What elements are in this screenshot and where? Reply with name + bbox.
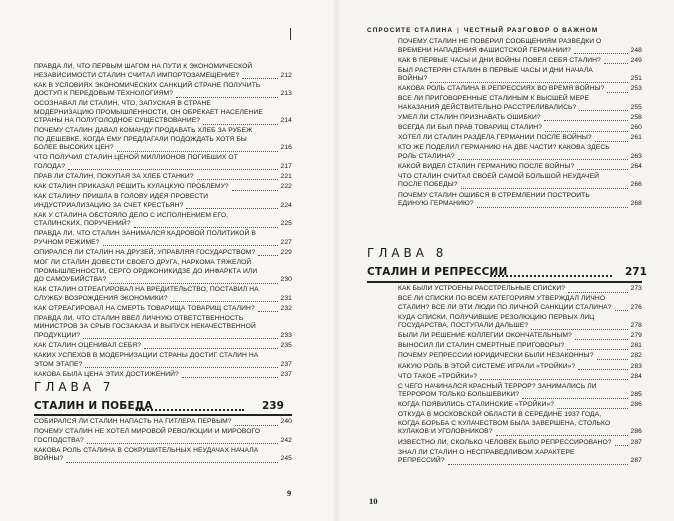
toc-entry-text: КАК В УСЛОВИЯХ ЭКОНОМИЧЕСКИХ САНКЦИЙ СТРАНЕ ПОЛУЧИТЬ ДОСТУП К ПЕРЕДОВЫМ ТЕХНОЛОГИЯМ? bbox=[34, 81, 261, 98]
toc-entry[interactable] bbox=[34, 173, 292, 182]
toc-entry-text: ХОТЕЛ ЛИ СТАЛИН РАЗДЕЛА ГЕРМАНИИ ПОСЛЕ ВОЙНЫ? bbox=[398, 134, 592, 142]
toc-entry-page: 276 bbox=[630, 303, 642, 311]
toc-entry[interactable] bbox=[398, 363, 642, 372]
toc-entry[interactable] bbox=[34, 259, 292, 285]
toc-entry-page: 260 bbox=[630, 124, 642, 132]
toc-entry[interactable] bbox=[398, 134, 642, 143]
toc-entry-page: 245 bbox=[280, 455, 292, 463]
running-head bbox=[367, 27, 598, 34]
toc-entry-text: ВСЕ ЛИ ПРИГОВОРЕННЫЕ СТАЛИНЫМ К ВЫСШЕЙ МЕРЕ НАКАЗАНИЯ ДЕЙСТВИТЕЛЬНО РАССТРЕЛИВАЛИСЬ? bbox=[398, 95, 590, 111]
toc-entry-page: 232 bbox=[280, 304, 292, 312]
chapter-8-page: 271 bbox=[625, 266, 647, 278]
toc-entry-page: 285 bbox=[630, 391, 642, 399]
toc-entry[interactable] bbox=[34, 154, 292, 171]
toc-entry-page: 217 bbox=[280, 162, 292, 170]
toc-entry-page: 240 bbox=[280, 418, 292, 425]
dot-leader bbox=[477, 206, 628, 208]
toc-entry-page: 229 bbox=[280, 248, 292, 256]
toc-entry-page: 263 bbox=[630, 152, 642, 160]
toc-entry[interactable] bbox=[398, 332, 642, 341]
toc-entry-text: ПРАВДА ЛИ, ЧТО СТАЛИН ВВЕЛ ЛИЧНУЮ ОТВЕТСТВЕННОСТЬ МИНИСТРОВ ЗА СРЫВ ГОСЗАКАЗА И ВЫПУСК НЕКАЧЕСТВЕННОЙ ПРОДУКЦИИ? bbox=[34, 314, 256, 339]
dot-leader bbox=[203, 123, 277, 125]
toc-entry[interactable] bbox=[398, 314, 642, 331]
toc-entry-page: 261 bbox=[630, 134, 642, 142]
toc-entry-text: МОГ ЛИ СТАЛИН ДОВЕСТИ СВОЕГО ДРУГА, НАРКОМА ТЯЖЕЛОЙ ПРОМЫШЛЕННОСТИ, СЕРГО ОРДЖОНИКИДЗЕ ДО ИНФАРКТА ИЛИ ДО САМОУБИЙСТВА? bbox=[34, 259, 258, 284]
toc-entry-page: 284 bbox=[630, 372, 642, 380]
toc-entry-text: КАК СТАЛИН ПРИКАЗАЛ РЕШИТЬ КУЛАЦКУЮ ПРОБЛЕМУ? bbox=[34, 183, 229, 191]
toc-entry-text: БЫЛ РАСТЕРЯН СТАЛИН В ПЕРВЫЕ ЧАСЫ И ДНИ НАЧАЛА ВОЙНЫ? bbox=[398, 66, 593, 83]
toc-entry-text: ПОЧЕМУ СТАЛИН ОШИБСЯ В СТРЕМЛЕНИИ ПОСТРОИТЬ ЕДИНУЮ ГЕРМАНИЮ? bbox=[398, 191, 590, 208]
dot-leader bbox=[232, 189, 278, 191]
toc-entry-text: С ЧЕГО НАЧИНАЛСЯ КРАСНЫЙ ТЕРРОР? ЗАНИМАЛИСЬ ЛИ ТЕРРОРОМ ТОЛЬКО БОЛЬШЕВИКИ? bbox=[398, 382, 597, 399]
toc-entry-text: ВСЕ ЛИ СПИСКИ ПО ВСЕМ КАТЕГОРИЯМ УТВЕРЖДАЛ ЛИЧНО СТАЛИН? ВСЕ ЛИ ЭТИ ЛЮДИ ПО ЛИЧНОЙ САНКЦИИ СТАЛИНА? bbox=[398, 295, 612, 311]
toc-entry[interactable] bbox=[34, 447, 292, 464]
book-gutter bbox=[333, 0, 341, 521]
dot-leader bbox=[66, 461, 277, 463]
dot-leader bbox=[144, 347, 277, 349]
toc-entry-page: 216 bbox=[280, 144, 292, 152]
toc-entry[interactable] bbox=[398, 342, 642, 351]
toc-entry-page: 237 bbox=[280, 360, 292, 368]
dot-leader bbox=[182, 376, 278, 378]
toc-entry[interactable] bbox=[34, 428, 292, 445]
toc-entry-text: ОТКУДА В МОСКОВСКОЙ ОБЛАСТИ В СЕРЕДИНЕ 1937 ГОДА, КОГДА БОРЬБА С КУЛАЧЕСТВОМ БЫЛА ЗАВЕРШЕНА, СТОЛЬКО КУЛАКОВ И УГОЛОВНИКОВ? bbox=[398, 411, 611, 436]
page-number-left: 9 bbox=[287, 488, 292, 498]
chapter-7-title[interactable]: СТАЛИН И ПОБЕДА bbox=[34, 400, 153, 412]
toc-entry-page: 230 bbox=[280, 276, 292, 284]
toc-entry[interactable] bbox=[34, 305, 292, 314]
dot-leader bbox=[458, 158, 628, 160]
dot-leader bbox=[557, 407, 627, 409]
toc-entry-page: 281 bbox=[630, 342, 642, 350]
running-head-title: СПРОСИТЕ СТАЛИНА bbox=[367, 27, 454, 34]
dot-leader bbox=[87, 442, 278, 444]
toc-entry-page: 273 bbox=[630, 285, 642, 292]
toc-entry-page: 233 bbox=[280, 331, 292, 339]
dot-leader bbox=[186, 207, 277, 209]
dot-leader bbox=[197, 178, 278, 180]
dot-leader bbox=[176, 96, 278, 98]
chapter-7-page: 239 bbox=[262, 400, 284, 412]
dot-leader bbox=[579, 109, 627, 111]
toc-entry-text: ПОЧЕМУ СТАЛИН НЕ ПОВЕРИЛ СООБЩЕНИЯМ РАЗВЕДКИ О ВРЕМЕНИ НАПАДЕНИЯ ФАШИСТСКОЙ ГЕРМАНИИ? bbox=[398, 38, 602, 54]
toc-entry-page: 248 bbox=[630, 46, 642, 54]
dot-leader bbox=[448, 463, 628, 465]
toc-entry-page: 286 bbox=[630, 428, 642, 436]
dot-leader bbox=[575, 338, 628, 340]
toc-entry-page: 214 bbox=[280, 117, 292, 125]
running-head-separator: | bbox=[457, 27, 460, 34]
page-edge-mark bbox=[290, 28, 291, 40]
toc-entry-page: 235 bbox=[280, 341, 292, 349]
dot-leader bbox=[607, 91, 627, 93]
toc-entry-text: КТО ЖЕ ПОДЕЛИЛ ГЕРМАНИЮ НА ДВЕ ЧАСТИ? КАКОВА ЗДЕСЬ РОЛЬ СТАЛИНА? bbox=[398, 144, 610, 160]
toc-entry[interactable] bbox=[34, 212, 292, 229]
dot-leader bbox=[567, 348, 627, 350]
toc-entry[interactable] bbox=[398, 57, 642, 66]
toc-entry[interactable] bbox=[34, 63, 292, 80]
toc-entry[interactable] bbox=[398, 144, 642, 161]
toc-entry-page: 282 bbox=[630, 352, 642, 360]
toc-entry-text: ПРАВДА ЛИ, ЧТО СТАЛИН ЗАНИМАЛСЯ КАДРОВОЙ ПОЛИТИКОЙ В РУЧНОМ РЕЖИМЕ? bbox=[34, 230, 256, 246]
page-number-right: 10 bbox=[369, 496, 378, 506]
toc-entry-page: 258 bbox=[630, 113, 642, 121]
toc-entry-text: СОБИРАЛСЯ ЛИ СТАЛИН НАПАСТЬ НА ГИТЛЕРА ПЕРВЫМ? bbox=[34, 418, 232, 425]
toc-entry[interactable] bbox=[34, 100, 292, 126]
toc-entry-text: ВСЕГДА ЛИ БЫЛ ПРАВ ТОВАРИЩ СТАЛИН? bbox=[398, 124, 543, 132]
dot-leader bbox=[545, 130, 627, 132]
dot-leader bbox=[574, 52, 628, 54]
dot-leader bbox=[544, 119, 628, 121]
toc-entry-page: 287 bbox=[630, 457, 642, 465]
toc-entry-page: 225 bbox=[280, 220, 292, 228]
toc-list-right bbox=[398, 38, 642, 210]
toc-entry-text: КУДА СПИСКИ, ПОЛУЧИВШИЕ РЕЗОЛЮЦИЮ ПЕРВЫХ ЛИЦ ГОСУДАРСТВА, ПОСТУПАЛИ ДАЛЬШЕ? bbox=[398, 313, 595, 330]
toc-entry-page: 279 bbox=[630, 332, 642, 340]
toc-entry-text: КАКОВА РОЛЬ СТАЛИНА В РЕПРЕССИЯХ ВО ВРЕМЯ ВОЙНЫ? bbox=[398, 85, 605, 93]
dot-leader bbox=[595, 140, 628, 142]
dot-leader bbox=[531, 328, 627, 330]
dot-leader bbox=[615, 444, 628, 446]
toc-entry[interactable] bbox=[398, 411, 642, 437]
dot-leader bbox=[109, 282, 277, 284]
toc-entry[interactable] bbox=[398, 439, 642, 448]
toc-entry-page: 266 bbox=[630, 181, 642, 189]
toc-entry[interactable] bbox=[398, 285, 642, 294]
toc-entry[interactable] bbox=[398, 85, 642, 94]
toc-entry-text: КАК БЫЛИ УСТРОЕНЫ РАССТРЕЛЬНЫЕ СПИСКИ? bbox=[398, 285, 566, 292]
toc-entry-text: ПОЧЕМУ СТАЛИН НЕ ХОТЕЛ МИРОВОЙ РЕВОЛЮЦИИ И МИРОВОГО ГОСПОДСТВА? bbox=[34, 428, 261, 444]
toc-entry[interactable] bbox=[34, 286, 292, 303]
chapter-8-rule bbox=[367, 281, 642, 283]
dot-leader bbox=[258, 310, 278, 312]
dot-leader bbox=[68, 168, 277, 170]
toc-entry-text: ЧТО ТАКОЕ «ТРОЙКИ»? bbox=[398, 372, 478, 380]
toc-entry[interactable] bbox=[34, 342, 292, 351]
toc-entry-text: ПРАВ ЛИ СТАЛИН, ПОКУПАЯ ЗА ХЛЕБ СТАНКИ? bbox=[34, 172, 194, 180]
toc-entry-page: 231 bbox=[280, 294, 292, 302]
toc-entry-text: ОПИРАЛСЯ ЛИ СТАЛИН НА ДРУЗЕЙ, УПРАВЛЯЯ ГОСУДАРСТВОМ? bbox=[34, 248, 256, 256]
dot-leader bbox=[258, 254, 277, 256]
toc-entry[interactable] bbox=[398, 163, 642, 172]
toc-entry-page: 212 bbox=[280, 71, 292, 79]
toc-entry-text: КАКИХ УСПЕХОВ В МОДЕРНИЗАЦИИ СТРАНЫ ДОСТИГ СТАЛИН НА ЭТОМ ЭТАПЕ? bbox=[34, 352, 259, 368]
toc-entry-text: БЫЛИ ЛИ РЕШЕНИЕ КОЛЛЕГИИ ОКОНЧАТЕЛЬНЫМ? bbox=[398, 332, 572, 340]
toc-entry-page: 278 bbox=[630, 322, 642, 330]
toc-entry-page: 283 bbox=[630, 362, 642, 370]
toc-entry-text: ЧТО ПОЛУЧИЛ СТАЛИН ЦЕНОЙ МИЛЛИОНОВ ПОГИБШИХ ОТ ГОЛОДА? bbox=[34, 154, 238, 170]
toc-entry[interactable] bbox=[34, 371, 292, 380]
toc-entry-page: 287 bbox=[630, 438, 642, 446]
dot-leader bbox=[117, 150, 278, 152]
toc-entry[interactable] bbox=[398, 449, 642, 466]
dot-leader bbox=[496, 434, 628, 436]
toc-entry[interactable] bbox=[34, 193, 292, 210]
toc-list-chapter-7 bbox=[34, 418, 292, 465]
chapter-7-rule bbox=[34, 414, 292, 416]
dot-leader bbox=[522, 397, 627, 399]
dot-leader bbox=[171, 300, 278, 302]
dot-leader bbox=[83, 337, 277, 339]
toc-entry-page: 255 bbox=[630, 103, 642, 111]
dot-leader bbox=[604, 62, 628, 64]
toc-entry[interactable] bbox=[398, 192, 642, 209]
toc-list-left bbox=[34, 63, 292, 381]
chapter-7-leader bbox=[136, 409, 244, 411]
toc-entry[interactable] bbox=[34, 352, 292, 369]
toc-entry-text: КАКУЮ РОЛЬ В ЭТОЙ СИСТЕМЕ ИГРАЛИ «ТРОЙКИ»? bbox=[398, 362, 576, 370]
dot-leader bbox=[480, 378, 627, 380]
dot-leader bbox=[235, 424, 278, 426]
toc-entry-text: КАКОЙ ВИДЕЛ СТАЛИН ГЕРМАНИЮ ПОСЛЕ ВОЙНЫ? bbox=[398, 162, 575, 170]
toc-entry-page: 237 bbox=[280, 370, 292, 378]
toc-entry-page: 242 bbox=[280, 436, 292, 444]
toc-entry-text: КАК СТАЛИН ОЦЕНИВАЛ СЕБЯ? bbox=[34, 341, 142, 349]
toc-entry-text: КАКОВА РОЛЬ СТАЛИНА В СОКРУШИТЕЛЬНЫХ НЕУДАЧАХ НАЧАЛА ВОЙНЫ? bbox=[34, 446, 259, 463]
toc-entry-text: КАК СТАЛИНУ ПРИШЛА В ГОЛОВУ ИДЕЯ ПРОВЕСТИ ИНДУСТРИАЛИЗАЦИЮ ЗА СЧЕТ КРЕСТЬЯН? bbox=[34, 193, 209, 209]
toc-entry[interactable] bbox=[398, 401, 642, 410]
dot-leader bbox=[615, 309, 628, 311]
toc-entry-text: КОГДА ПОЯВИЛИСЬ СТАЛИНСКИЕ «ТРОЙКИ»? bbox=[398, 401, 555, 409]
toc-entry[interactable] bbox=[34, 183, 292, 192]
dot-leader bbox=[85, 366, 277, 368]
toc-entry[interactable] bbox=[398, 67, 642, 84]
toc-entry-page: 213 bbox=[280, 90, 292, 98]
toc-entry[interactable] bbox=[398, 38, 642, 55]
toc-entry[interactable] bbox=[398, 114, 642, 123]
toc-entry[interactable] bbox=[398, 124, 642, 133]
toc-entry[interactable] bbox=[34, 315, 292, 341]
toc-entry[interactable] bbox=[398, 295, 642, 312]
toc-entry-text: КАК В ПЕРВЫЕ ЧАСЫ И ДНИ ВОЙНЫ ПОВЕЛ СЕБЯ СТАЛИН? bbox=[398, 56, 601, 64]
toc-entry-text: ПРАВДА ЛИ, ЧТО ПЕРВЫМ ШАГОМ НА ПУТИ К ЭКОНОМИЧЕСКОЙ НЕЗАВИСИМОСТИ СТАЛИН СЧИТАЛ ИМПОРТОЗАМЕЩЕНИЕ? bbox=[34, 63, 253, 79]
running-head-subtitle: ЧЕСТНЫЙ РАЗГОВОР О ВАЖНОМ bbox=[463, 27, 599, 34]
dot-leader bbox=[578, 368, 627, 370]
toc-entry-text: КАКОВА БЫЛА ЦЕНА ЭТИХ ДОСТИЖЕНИЙ? bbox=[34, 370, 179, 378]
toc-entry-page: 224 bbox=[280, 201, 292, 209]
dot-leader bbox=[597, 358, 628, 360]
toc-list-chapter-8 bbox=[398, 285, 642, 467]
toc-entry-text: ЧТО СТАЛИН СЧИТАЛ СВОЕЙ САМОЙ БОЛЬШОЙ НЕУДАЧЕЙ ПОСЛЕ ПОБЕДЫ? bbox=[398, 172, 600, 189]
dot-leader bbox=[242, 77, 277, 79]
toc-entry[interactable] bbox=[34, 230, 292, 247]
toc-entry-page: 249 bbox=[630, 56, 642, 64]
toc-entry-page: 268 bbox=[630, 200, 642, 208]
toc-entry-text: КАК ОТРЕАГИРОВАЛ НА СМЕРТЬ ТОВАРИЩА ТОВАРИЩ СТАЛИН? bbox=[34, 304, 255, 312]
chapter-8-title[interactable]: СТАЛИН И РЕПРЕССИИ bbox=[367, 266, 508, 278]
toc-entry[interactable] bbox=[398, 173, 642, 190]
toc-entry-page: 227 bbox=[280, 238, 292, 246]
toc-entry-page: 264 bbox=[630, 162, 642, 170]
toc-entry-text: КАК У СТАЛИНА ОБСТОЯЛО ДЕЛО С ИСПОЛНЕНИЕМ ЕГО, СТАЛИНСКИХ, ПОРУЧЕНИЙ? bbox=[34, 211, 229, 228]
chapter-7-label: ГЛАВА 7 bbox=[34, 380, 115, 394]
dot-leader bbox=[134, 226, 278, 228]
toc-entry[interactable] bbox=[398, 373, 642, 382]
toc-entry-text: ОСОЗНАВАЛ ЛИ СТАЛИН, ЧТО, ЗАПУСКАЯ В СТРАНЕ МОДЕРНИЗАЦИЮ ПРОМЫШЛЕННОСТИ, ОН ОБРЕКАЕТ НАСЕЛЕНИЕ СТРАНЫ НА ПОЛУГОЛОДНОЕ СУЩЕСТВОВАНИЕ? bbox=[34, 100, 263, 125]
toc-entry-text: ЗНАЛ ЛИ СТАЛИН О НЕСПРАВЕДЛИВОМ ХАРАКТЕРЕ РЕПРЕССИЙ? bbox=[398, 448, 575, 465]
toc-entry-page: 221 bbox=[280, 172, 292, 180]
toc-entry[interactable] bbox=[398, 352, 642, 361]
chapter-8-label: ГЛАВА 8 bbox=[367, 246, 448, 260]
dot-leader bbox=[103, 244, 278, 246]
toc-entry-page: 222 bbox=[280, 183, 292, 191]
dot-leader bbox=[461, 187, 628, 189]
toc-entry-page: 253 bbox=[630, 85, 642, 93]
dot-leader bbox=[568, 291, 627, 293]
toc-entry-text: ПОЧЕМУ СТАЛИН ДАВАЛ КОМАНДУ ПРОДАВАТЬ ХЛЕБ ЗА РУБЕЖ ПО ДЕШЕВКЕ, КОГДА ЕМУ ПРЕДЛАГАЛИ ПОДОЖДАТЬ ХОТЯ БЫ БОЛЕЕ ВЫСОКИХ ЦЕН? bbox=[34, 127, 253, 152]
toc-entry[interactable] bbox=[34, 418, 292, 427]
toc-entry-text: КАК СТАЛИН ОТРЕАГИРОВАЛ НА ВРЕДИТЕЛЬСТВО, ПОСТАВИЛ НА СЛУЖБУ ВОЗРОЖДЕНИЯ ЭКОНОМИКИ? bbox=[34, 286, 259, 302]
dot-leader bbox=[430, 81, 627, 83]
toc-entry-text: ИЗВЕСТНО ЛИ, СКОЛЬКО ЧЕЛОВЕК БЫЛО РЕПРЕССИРОВАНО? bbox=[398, 438, 612, 446]
chapter-8-leader bbox=[490, 275, 612, 277]
toc-entry-text: ВЫНОСИЛ ЛИ СТАЛИН СМЕРТНЫЕ ПРИГОВОРЫ? bbox=[398, 342, 565, 350]
toc-entry[interactable] bbox=[34, 249, 292, 258]
toc-entry[interactable] bbox=[34, 82, 292, 99]
toc-entry-page: 286 bbox=[630, 401, 642, 409]
toc-entry-text: УМЕЛ ЛИ СТАЛИН ПРИЗНАВАТЬ ОШИБКИ? bbox=[398, 113, 541, 121]
toc-entry[interactable] bbox=[34, 127, 292, 153]
toc-entry-text: ПОЧЕМУ РЕПРЕССИИ ЮРИДИЧЕСКИ БЫЛИ НЕЗАКОННЫ? bbox=[398, 352, 594, 360]
toc-entry[interactable] bbox=[398, 383, 642, 400]
dot-leader bbox=[577, 168, 627, 170]
toc-entry[interactable] bbox=[398, 95, 642, 112]
toc-entry-page: 251 bbox=[630, 75, 642, 83]
